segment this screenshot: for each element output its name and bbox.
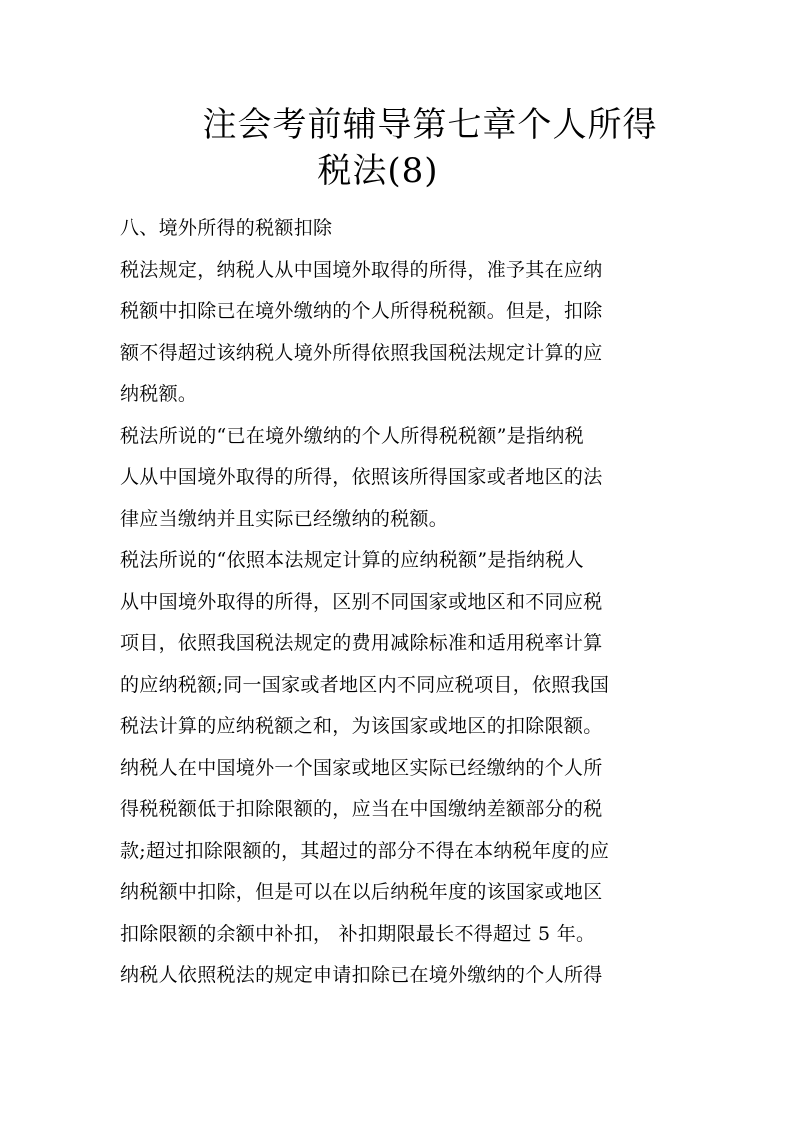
paragraph-line: 扣除限额的余额中补扣， 补扣期限最长不得超过 5 年。 bbox=[120, 922, 596, 945]
paragraph-line: 款;超过扣除限额的，其超过的部分不得在本纳税年度的应 bbox=[120, 839, 610, 862]
paragraph-line: 税法规定，纳税人从中国境外取得的所得，准予其在应纳 bbox=[120, 258, 603, 281]
paragraph-line: 税法所说的“依照本法规定计算的应纳税额”是指纳税人 bbox=[120, 549, 584, 571]
paragraph-line: 从中国境外取得的所得，区别不同国家或地区和不同应税 bbox=[120, 590, 603, 613]
paragraph-line: 纳税人在中国境外一个国家或地区实际已经缴纳的个人所 bbox=[120, 756, 603, 779]
paragraph-line: 得税税额低于扣除限额的，应当在中国缴纳差额部分的税 bbox=[120, 798, 603, 820]
paragraph-line: 的应纳税额;同一国家或者地区内不同应税项目，依照我国 bbox=[120, 673, 610, 696]
section-heading: 八、境外所得的税额扣除 bbox=[120, 217, 333, 239]
paragraph-line: 纳税额。 bbox=[120, 383, 198, 405]
paragraph-line: 税额中扣除已在境外缴纳的个人所得税税额。但是，扣除 bbox=[120, 300, 603, 322]
paragraph-line: 人从中国境外取得的所得，依照该所得国家或者地区的法 bbox=[120, 466, 603, 488]
paragraph-line: 律应当缴纳并且实际已经缴纳的税额。 bbox=[120, 507, 449, 530]
document-title-line-2: 税法(8) bbox=[317, 151, 439, 191]
paragraph-line: 额不得超过该纳税人境外所得依照我国税法规定计算的应 bbox=[120, 341, 603, 364]
document-body bbox=[120, 208, 680, 997]
paragraph-line: 纳税人依照税法的规定申请扣除已在境外缴纳的个人所得 bbox=[120, 964, 603, 986]
paragraph-line: 纳税额中扣除，但是可以在以后纳税年度的该国家或地区 bbox=[120, 881, 603, 903]
document-title-line-1: 注会考前辅导第七章个人所得 bbox=[202, 105, 658, 145]
paragraph-line: 项目，依照我国税法规定的费用减除标准和适用税率计算 bbox=[120, 632, 603, 654]
paragraph-line: 税法计算的应纳税额之和，为该国家或地区的扣除限额。 bbox=[120, 715, 603, 737]
paragraph-line: 税法所说的“已在境外缴纳的个人所得税税额”是指纳税 bbox=[120, 424, 584, 447]
